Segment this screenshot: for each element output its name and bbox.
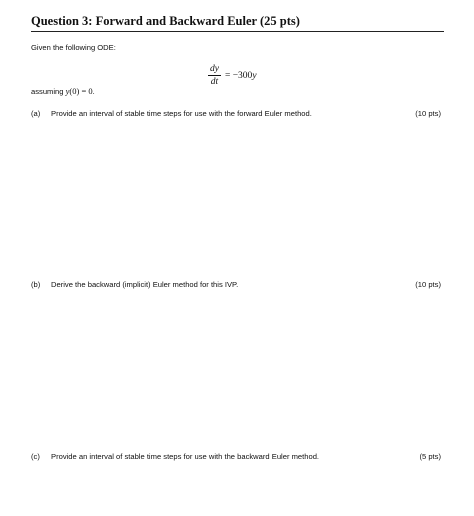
intro-text: Given the following ODE: [31, 43, 116, 52]
rhs-variable: y [252, 70, 257, 81]
initial-condition [31, 86, 95, 96]
ic-rest: (0) = 0 [69, 86, 93, 96]
question-c-letter: (c) [31, 452, 40, 461]
assume-label: assuming [31, 87, 66, 96]
question-a-points: (10 pts) [415, 109, 441, 118]
ic-period: . [92, 87, 95, 96]
question-c-text: Provide an interval of stable time steps for use with the backward Euler method. [51, 452, 320, 461]
question-b-text: Derive the backward (implicit) Euler method for this IVP. [51, 280, 239, 289]
fraction-numerator: dy [210, 64, 219, 74]
question-title: Question 3: Forward and Backward Euler (25 pts) [31, 14, 300, 28]
question-a-letter: (a) [31, 109, 41, 118]
ode-equation [208, 64, 257, 87]
question-b-points: (10 pts) [415, 280, 441, 289]
rhs-coefficient: −300 [232, 70, 253, 81]
title-underline [31, 31, 444, 32]
initial-condition-math [66, 86, 93, 96]
equation-rhs [225, 71, 257, 81]
fraction-denominator: dt [210, 77, 219, 87]
question-b-letter: (b) [31, 280, 41, 289]
ic-function: y [65, 86, 70, 96]
question-a-text: Provide an interval of stable time steps for use with the forward Euler method. [51, 109, 312, 118]
question-c-points: (5 pts) [419, 452, 441, 461]
derivative-fraction [208, 64, 221, 87]
equals-sign: = [224, 70, 231, 81]
